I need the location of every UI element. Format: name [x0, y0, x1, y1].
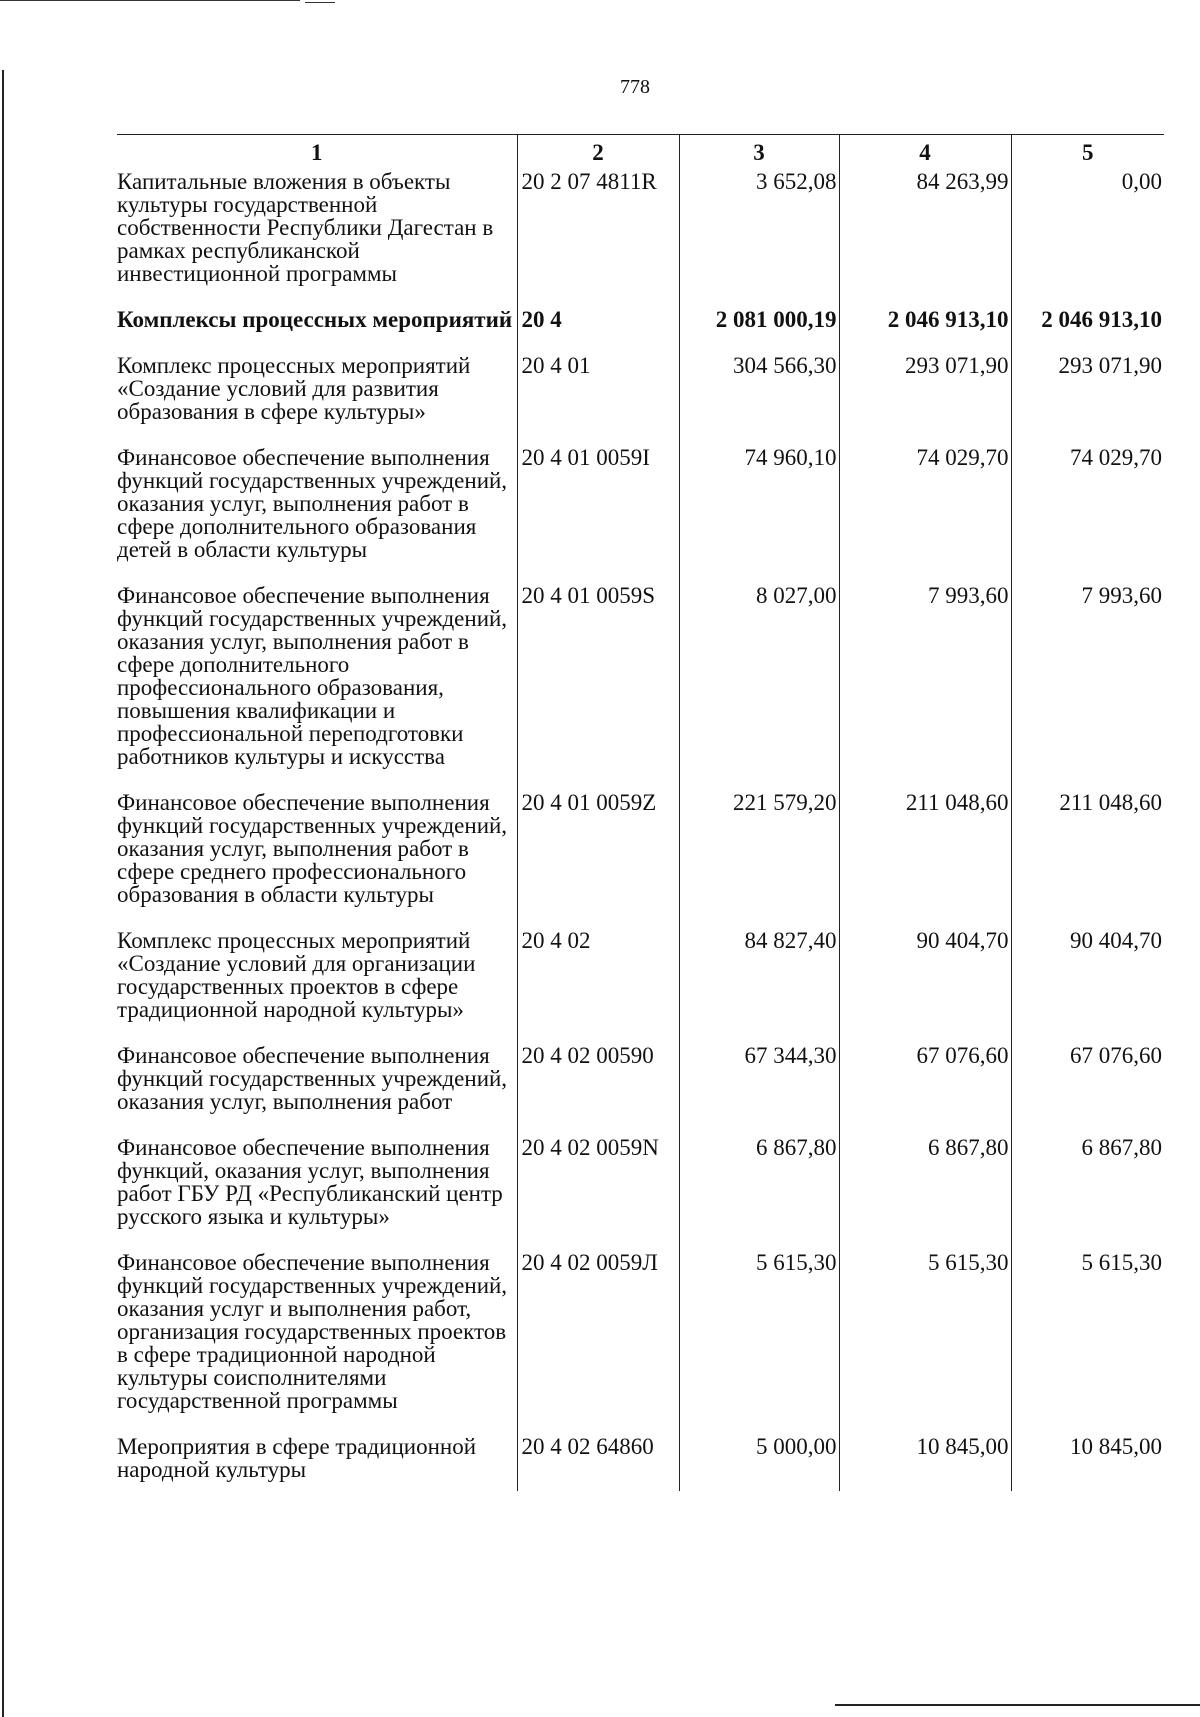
row-value-col3: 67 344,30 — [679, 1041, 839, 1133]
table-row — [117, 581, 1164, 788]
row-value-col4: 2 046 913,10 — [839, 305, 1011, 351]
row-value-col3: 5 000,00 — [679, 1432, 839, 1491]
row-value-col4: 84 263,99 — [839, 167, 1011, 305]
row-value-col5: 74 029,70 — [1011, 443, 1164, 581]
row-value-col4: 5 615,30 — [839, 1248, 1011, 1432]
row-value-col3: 304 566,30 — [679, 351, 839, 443]
table-row — [117, 305, 1164, 351]
table-row — [117, 1248, 1164, 1432]
row-value-col4: 67 076,60 — [839, 1041, 1011, 1133]
row-value-col3: 6 867,80 — [679, 1133, 839, 1248]
row-code: 20 4 02 — [517, 926, 679, 1041]
row-value-col3: 2 081 000,19 — [679, 305, 839, 351]
row-code: 20 4 02 0059Л — [517, 1248, 679, 1432]
row-value-col5: 211 048,60 — [1011, 788, 1164, 926]
row-value-col3: 74 960,10 — [679, 443, 839, 581]
row-value-col3: 221 579,20 — [679, 788, 839, 926]
table-row — [117, 1133, 1164, 1248]
row-name: Мероприятия в сфере традиционной народной культуры — [117, 1434, 477, 1482]
row-code: 20 4 01 0059S — [517, 581, 679, 788]
table-row — [117, 351, 1164, 443]
row-name: Финансовое обеспечение выполнения функций государственных учреждений, оказания услуг, выполнения работ в сфере среднего профессионального образования в области культуры — [117, 790, 508, 907]
budget-table — [117, 134, 1164, 1491]
row-code: 20 4 02 0059N — [517, 1133, 679, 1248]
row-code: 20 4 01 0059I — [517, 443, 679, 581]
header-col-4: 4 — [839, 135, 1011, 168]
row-value-col5: 90 404,70 — [1011, 926, 1164, 1041]
row-name: Капитальные вложения в объекты культуры государственной собственности Республики Дагестан в рамках республиканской инвестиционной программы — [117, 169, 494, 286]
row-value-col3: 5 615,30 — [679, 1248, 839, 1432]
row-value-col4: 90 404,70 — [839, 926, 1011, 1041]
row-name: Финансовое обеспечение выполнения функций государственных учреждений, оказания услуг и выполнения работ, организация государственных проектов в сфере традиционной народной культуры соисполнителями государственной программы — [117, 1250, 508, 1413]
row-value-col4: 10 845,00 — [839, 1432, 1011, 1491]
header-row — [117, 135, 1164, 168]
row-name: Комплекс процессных мероприятий «Создание условий для развития образования в сфере культуры» — [117, 353, 471, 424]
row-value-col5: 2 046 913,10 — [1011, 305, 1164, 351]
table-row — [117, 926, 1164, 1041]
row-name: Комплекс процессных мероприятий «Создание условий для организации государственных проектов в сфере традиционной народной культуры» — [117, 928, 476, 1022]
row-value-col5: 7 993,60 — [1011, 581, 1164, 788]
row-value-col5: 6 867,80 — [1011, 1133, 1164, 1248]
header-col-5: 5 — [1011, 135, 1164, 168]
row-name: Финансовое обеспечение выполнения функций государственных учреждений, оказания услуг, выполнения работ — [117, 1043, 508, 1114]
row-value-col4: 293 071,90 — [839, 351, 1011, 443]
row-value-col4: 211 048,60 — [839, 788, 1011, 926]
table-row — [117, 1041, 1164, 1133]
page-number: 778 — [620, 76, 650, 98]
row-code: 20 4 01 0059Z — [517, 788, 679, 926]
scan-edge-top-mark — [305, 2, 335, 3]
row-value-col3: 84 827,40 — [679, 926, 839, 1041]
row-value-col5: 5 615,30 — [1011, 1248, 1164, 1432]
table-row — [117, 443, 1164, 581]
row-value-col4: 7 993,60 — [839, 581, 1011, 788]
row-name: Финансовое обеспечение выполнения функций государственных учреждений, оказания услуг, выполнения работ в сфере дополнительного образования детей в области культуры — [117, 445, 508, 562]
row-value-col4: 6 867,80 — [839, 1133, 1011, 1248]
header-col-1: 1 — [117, 135, 517, 168]
row-code: 20 4 02 00590 — [517, 1041, 679, 1133]
row-value-col5: 67 076,60 — [1011, 1041, 1164, 1133]
row-name: Комплексы процессных мероприятий — [117, 307, 513, 332]
row-code: 20 2 07 4811R — [517, 167, 679, 305]
table-row — [117, 788, 1164, 926]
row-value-col4: 74 029,70 — [839, 443, 1011, 581]
row-code: 20 4 — [517, 305, 679, 351]
row-value-col5: 293 071,90 — [1011, 351, 1164, 443]
scan-edge-top — [0, 0, 300, 1]
header-col-3: 3 — [679, 135, 839, 168]
scan-edge-bottom — [835, 1704, 1200, 1706]
row-code: 20 4 02 64860 — [517, 1432, 679, 1491]
scan-edge-left — [2, 70, 4, 1717]
row-name: Финансовое обеспечение выполнения функций, оказания услуг, выполнения работ ГБУ РД «Республиканский центр русского языка и культуры» — [117, 1135, 503, 1229]
table-row — [117, 167, 1164, 305]
header-col-2: 2 — [517, 135, 679, 168]
row-value-col3: 3 652,08 — [679, 167, 839, 305]
row-code: 20 4 01 — [517, 351, 679, 443]
row-name: Финансовое обеспечение выполнения функций государственных учреждений, оказания услуг, выполнения работ в сфере дополнительного профессионального образования, повышения квалификации и профессиональной переподготовки работников культуры и искусства — [117, 583, 508, 769]
table-row — [117, 1432, 1164, 1491]
row-value-col3: 8 027,00 — [679, 581, 839, 788]
row-value-col5: 10 845,00 — [1011, 1432, 1164, 1491]
row-value-col5: 0,00 — [1011, 167, 1164, 305]
